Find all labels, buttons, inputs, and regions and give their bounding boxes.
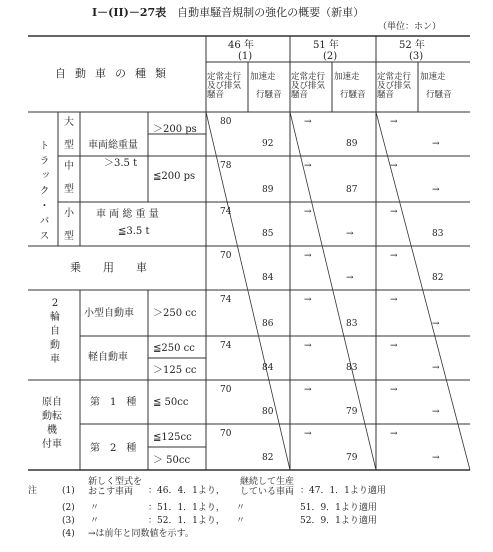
- value-cell-b52: →: [432, 139, 440, 149]
- note-3-c: 〃: [236, 516, 246, 526]
- value-cell-b52: →: [432, 185, 440, 195]
- value-cell-a46: 70: [220, 385, 232, 395]
- value-cell-a52: →: [390, 161, 398, 171]
- value-cell-b46: 85: [262, 229, 274, 239]
- value-cell-a46: 80: [220, 117, 232, 127]
- value-cell-a51: →: [304, 207, 312, 217]
- value-cell-a46: 70: [220, 251, 232, 261]
- large-label-2: 型: [64, 140, 74, 151]
- value-cell-a51: →: [304, 295, 312, 305]
- value-cell-a52: →: [390, 341, 398, 351]
- medium-label-2: 型: [64, 184, 74, 195]
- le200-label: ≦200 ps: [153, 171, 196, 182]
- value-cell-a52: →: [390, 385, 398, 395]
- two-wheel-label: 2 輪 自 動 車: [50, 298, 60, 365]
- gt200-label: ＞200 ps: [153, 124, 197, 135]
- note-2-num: (2): [62, 503, 75, 513]
- year-52: 52 年: [399, 40, 425, 51]
- value-cell-b52: →: [432, 319, 440, 329]
- note-1-num: (1): [62, 486, 75, 496]
- note-3-a: 〃: [90, 516, 100, 526]
- note-2-b: ：51．1．1より，: [148, 503, 225, 513]
- note-4-num: (4): [62, 529, 75, 539]
- value-cell-a51: →: [304, 117, 312, 127]
- note-1-b: おこす車両: [88, 487, 134, 497]
- large-label-1: 大: [64, 117, 74, 128]
- value-cell-a51: →: [304, 385, 312, 395]
- col-a-51: 定常走行 及び排気 騒音: [291, 72, 326, 100]
- value-cell-b46: 89: [262, 185, 274, 195]
- note-1-f: ：47．1．1より適用: [300, 486, 386, 496]
- moped-label: 原自 動転 機 付車: [42, 397, 62, 450]
- le250-label: ≦250 cc: [153, 343, 195, 354]
- year-51: 51 年: [313, 40, 339, 51]
- note-2-d: 51．9．1より適用: [300, 503, 377, 513]
- note-1-c: ：46．4．1より，: [148, 486, 225, 496]
- class1-label: 第 1 種: [90, 397, 137, 408]
- small-mc-label: 小型自動車: [84, 308, 134, 319]
- value-cell-a52: →: [390, 117, 398, 127]
- year-51-num: (2): [323, 51, 338, 62]
- truck-bus-label: トラック・バス: [37, 140, 48, 245]
- value-cell-a51: →: [304, 429, 312, 439]
- gvw-label: 車両総重量: [88, 140, 138, 151]
- value-cell-a46: 78: [220, 161, 232, 171]
- le50-label: ≦ 50cc: [153, 397, 189, 408]
- note-2-a: 〃: [90, 503, 100, 513]
- note-3-d: 52．9．1より適用: [300, 516, 377, 526]
- value-cell-a46: 74: [220, 207, 232, 217]
- value-cell-a51: →: [304, 251, 312, 261]
- note-3-num: (3): [62, 516, 75, 526]
- value-cell-a46: 74: [220, 295, 232, 305]
- value-cell-b52: →: [432, 363, 440, 373]
- value-cell-b46: 84: [262, 273, 274, 283]
- gvw-small-label: 車 両 総 重 量: [96, 209, 159, 220]
- value-cell-a46: 74: [220, 341, 232, 351]
- unit-label: （単位：ホン）: [378, 22, 442, 32]
- note-1-d: 継続して生産: [240, 477, 295, 487]
- gt35-label: ＞3.5 t: [104, 158, 138, 169]
- small-label-2: 型: [64, 231, 74, 242]
- value-cell-b51: →: [346, 229, 354, 239]
- gt50-label: ＞ 50cc: [153, 455, 191, 466]
- small-label-1: 小: [64, 208, 74, 219]
- year-46-num: (1): [238, 51, 253, 62]
- value-cell-b46: 86: [262, 319, 274, 329]
- value-cell-b46: 84: [262, 363, 274, 373]
- year-52-num: (3): [409, 51, 424, 62]
- class2-label: 第 2 種: [90, 443, 137, 454]
- value-cell-b52: 82: [432, 273, 444, 283]
- col-b-52: 加速走 行騒音: [420, 72, 452, 100]
- passenger-label: 乗 用 車: [70, 261, 147, 274]
- value-cell-b51: →: [346, 273, 354, 283]
- le125-label: ≦125cc: [153, 432, 192, 443]
- notes-head: 注: [28, 486, 38, 496]
- col-a-46: 定常走行 及び排気 騒音: [207, 72, 242, 100]
- note-1-e: している車両: [240, 487, 295, 497]
- medium-label-1: 中: [64, 161, 74, 172]
- value-cell-b51: 79: [346, 407, 358, 417]
- value-cell-a52: →: [390, 251, 398, 261]
- table-title: I－(II)－27表 自動車騒音規制の強化の概要（新車）: [92, 6, 365, 19]
- note-1-a: 新しく型式を: [88, 477, 143, 487]
- value-cell-a52: →: [390, 429, 398, 439]
- light-mc-label: 軽自動車: [88, 352, 128, 363]
- gt125-label: ＞125 cc: [153, 365, 197, 376]
- value-cell-b51: 83: [346, 363, 358, 373]
- col-b-51: 加速走 行騒音: [334, 72, 366, 100]
- note-4-a: →は前年と同数値を示す。: [88, 529, 194, 539]
- col-a-52: 定常走行 及び排気 騒音: [377, 72, 412, 100]
- note-2-c: 〃: [236, 503, 246, 513]
- value-cell-b51: 83: [346, 319, 358, 329]
- value-cell-b46: 92: [262, 139, 274, 149]
- note-3-b: ：52．1．1より，: [148, 516, 225, 526]
- value-cell-a51: →: [304, 341, 312, 351]
- le35-label: ≦3.5 t: [118, 226, 150, 237]
- value-cell-b52: →: [432, 407, 440, 417]
- value-cell-a46: 70: [220, 429, 232, 439]
- value-cell-b52: →: [432, 453, 440, 463]
- value-cell-a52: →: [390, 295, 398, 305]
- gt250-label: ＞250 cc: [153, 308, 197, 319]
- value-cell-a52: →: [390, 207, 398, 217]
- col-b-46: 加速走 行騒音: [250, 72, 282, 100]
- value-cell-b52: 83: [432, 229, 444, 239]
- value-cell-b51: 89: [346, 139, 358, 149]
- kind-header: 自動車の種類: [55, 67, 175, 80]
- value-cell-b46: 82: [262, 453, 274, 463]
- value-cell-a51: →: [304, 161, 312, 171]
- value-cell-b51: 87: [346, 185, 358, 195]
- value-cell-b51: 79: [346, 453, 358, 463]
- year-46: 46 年: [228, 40, 254, 51]
- value-cell-b46: 80: [262, 407, 274, 417]
